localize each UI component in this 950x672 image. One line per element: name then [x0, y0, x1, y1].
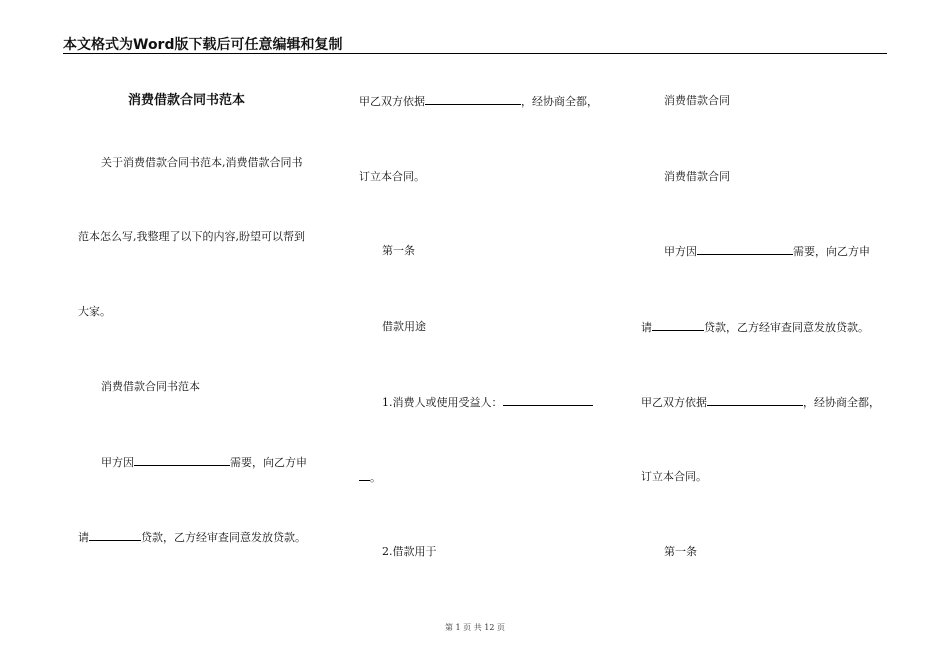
paragraph-line: 消费借款合同 — [664, 94, 730, 107]
fill-blank — [359, 470, 370, 481]
paragraph-line — [641, 320, 869, 335]
text-segment: 请 — [78, 531, 89, 544]
paragraph-line: 订立本合同。 — [641, 470, 707, 483]
paragraph-line — [359, 94, 598, 109]
fill-blank — [503, 395, 593, 406]
document-title: 消费借款合同书范本 — [128, 93, 246, 108]
fill-blank — [652, 320, 704, 331]
clause-heading: 第一条 — [382, 244, 415, 257]
section-heading: 消费借款合同书范本 — [101, 380, 200, 393]
paragraph-line — [359, 470, 381, 485]
paragraph-line: 订立本合同。 — [359, 170, 425, 183]
document-header: 本文格式为Word版下载后可任意编辑和复制 — [63, 37, 343, 53]
paragraph-line — [101, 455, 307, 470]
fill-blank — [134, 455, 230, 466]
text-segment: 甲乙双方依据 — [359, 95, 425, 108]
clause-heading: 第一条 — [664, 545, 697, 558]
paragraph-line: 大家。 — [78, 305, 111, 318]
text-segment: ，经协商全都， — [803, 396, 880, 409]
text-segment: 贷款，乙方经审查同意发放贷款。 — [141, 531, 306, 544]
paragraph-line — [78, 530, 306, 545]
text-segment: 甲方因 — [664, 245, 697, 258]
fill-blank — [425, 94, 521, 105]
text-segment: 。 — [370, 471, 381, 484]
paragraph-line: 关于消费借款合同书范本,消费借款合同书 — [101, 156, 303, 169]
fill-blank — [89, 530, 141, 541]
text-segment: 需要，向乙方申 — [793, 245, 870, 258]
paragraph-line — [664, 244, 870, 259]
fill-blank — [697, 244, 793, 255]
text-segment: 甲方因 — [101, 456, 134, 469]
paragraph-line — [641, 395, 880, 410]
text-segment: 需要，向乙方申 — [230, 456, 307, 469]
clause-subheading: 借款用途 — [382, 320, 426, 333]
header-rule — [63, 53, 887, 54]
text-segment: 1.消费人或使用受益人： — [382, 396, 503, 409]
text-segment: ，经协商全都， — [521, 95, 598, 108]
page-number: 第 1 页 共 12 页 — [445, 623, 505, 632]
paragraph-line: 2.借款用于 — [382, 545, 437, 558]
paragraph-line — [382, 395, 593, 410]
text-segment: 请 — [641, 321, 652, 334]
text-segment: 贷款，乙方经审查同意发放贷款。 — [704, 321, 869, 334]
text-segment: 甲乙双方依据 — [641, 396, 707, 409]
paragraph-line: 消费借款合同 — [664, 170, 730, 183]
paragraph-line: 范本怎么写,我整理了以下的内容,盼望可以帮到 — [78, 230, 305, 243]
fill-blank — [707, 395, 803, 406]
